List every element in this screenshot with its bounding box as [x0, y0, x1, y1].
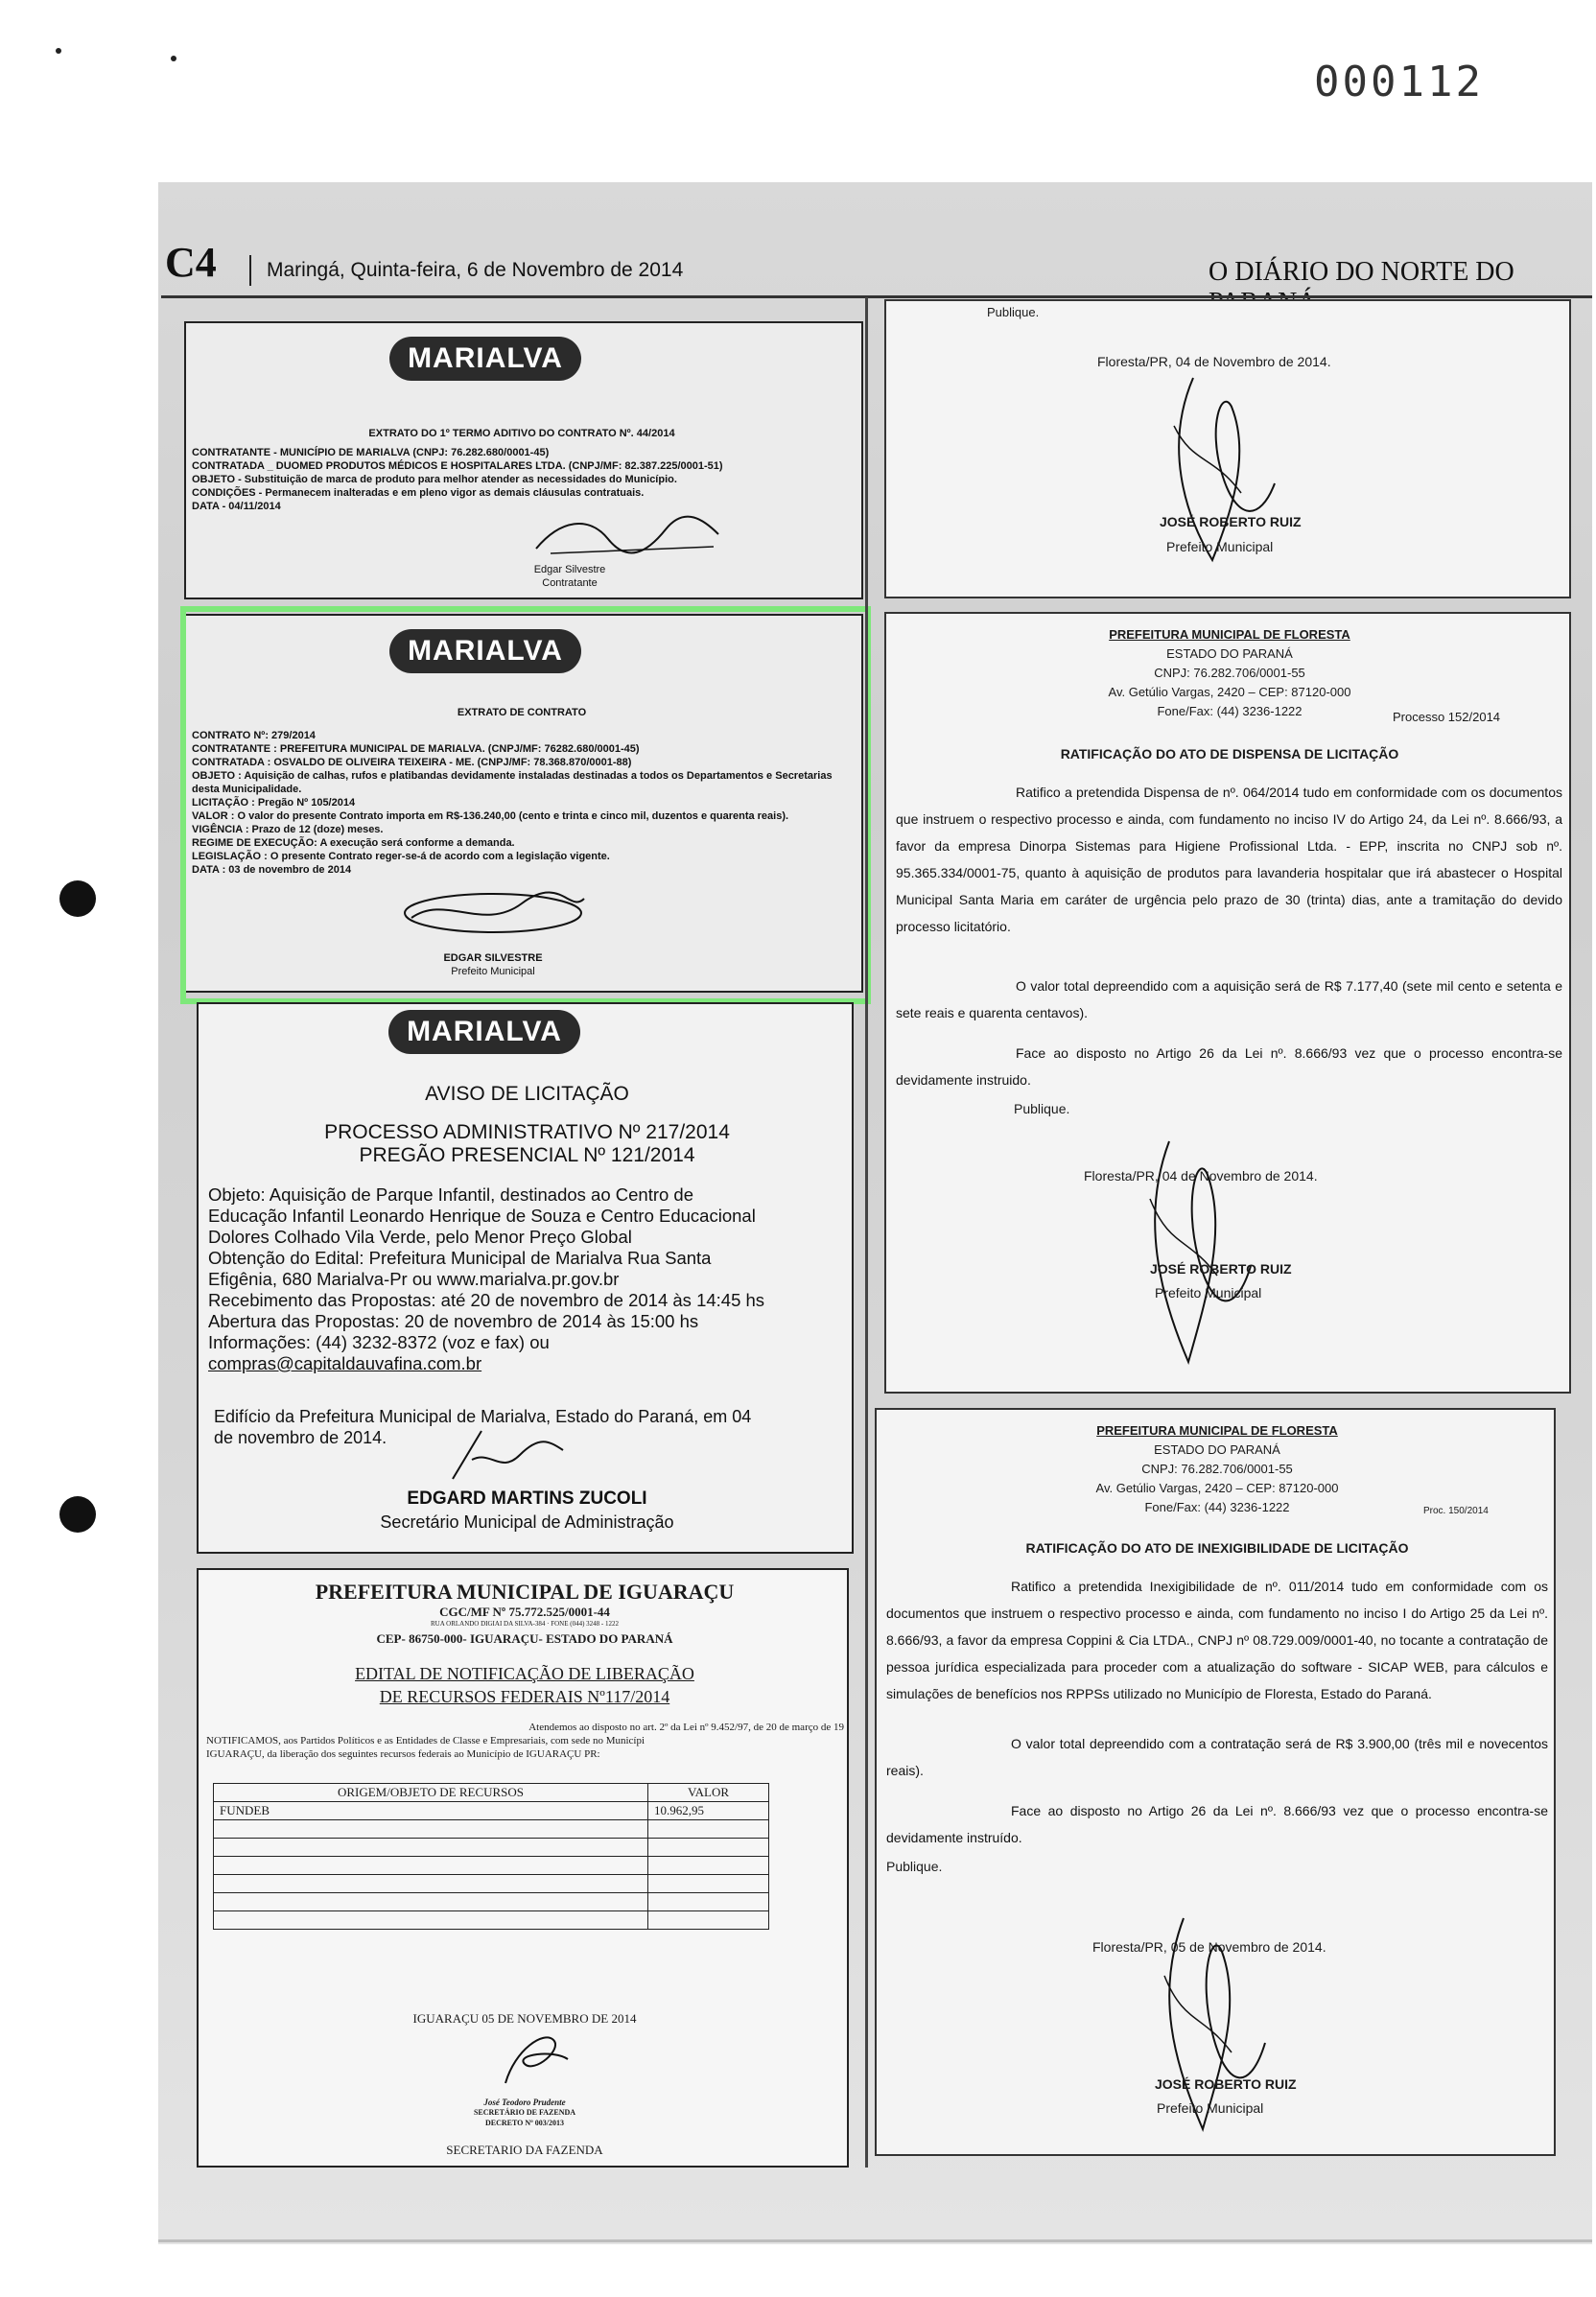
- signer-name: JOSÉ ROBERTO RUIZ: [1160, 514, 1302, 529]
- floresta-continuation: [884, 299, 1571, 598]
- marialva-logo: MARIALVA: [389, 629, 581, 673]
- ad-line: CONTRATANTE : PREFEITURA MUNICIPAL DE MARIALVA. (CNPJ/MF: 76282.680/0001-45): [192, 743, 640, 755]
- address-line: Av. Getúlio Vargas, 2420 – CEP: 87120-000: [1095, 1481, 1339, 1495]
- highlight-frame: [180, 606, 871, 1004]
- ad-line: CONTRATADA _ DUOMED PRODUTOS MÉDICOS E HOSPITALARES LTDA. (CNPJ/MF: 82.387.225/0001-51): [192, 460, 723, 472]
- notice-title: RATIFICAÇÃO DO ATO DE DISPENSA DE LICITAÇÃO: [1060, 746, 1399, 762]
- org-header: PREFEITURA MUNICIPAL DE FLORESTA: [1096, 1423, 1338, 1438]
- table-header-row: [214, 1784, 769, 1802]
- table-cell: [648, 1820, 769, 1839]
- aviso-line: Objeto: Aquisição de Parque Infantil, destinados ao Centro de: [208, 1184, 694, 1205]
- phone-line: Fone/Fax: (44) 3236-1222: [1157, 704, 1303, 718]
- iguaracu-edital-ad: [197, 1568, 849, 2168]
- signer-name: JOSÉ ROBERTO RUIZ: [1150, 1261, 1292, 1277]
- ad-line: CONTRATANTE - MUNICÍPIO DE MARIALVA (CNPJ: 76.282.680/0001-45): [192, 447, 550, 458]
- marialva-logo: MARIALVA: [389, 337, 581, 381]
- signer-role: SECRETÁRIO DE FAZENDA: [473, 2108, 576, 2117]
- signature-scribble: [531, 510, 723, 563]
- notice-paragraph: Face ao disposto no Artigo 26 da Lei nº. 8.666/93 vez que o processo encontra-se devidamente instruído.: [886, 1803, 1548, 1845]
- aviso-line: Dolores Colhado Vila Verde, pelo Menor Preço Global: [208, 1227, 632, 1247]
- table-row: [214, 1839, 769, 1857]
- state-line: ESTADO DO PARANÁ: [1166, 646, 1293, 661]
- column-header: VALOR: [648, 1784, 769, 1802]
- aviso-title: AVISO DE LICITAÇÃO: [425, 1083, 629, 1105]
- aviso-line: Abertura das Propostas: 20 de novembro de 2014 às 15:00 hs: [208, 1311, 699, 1331]
- signer-name: JOSÉ ROBERTO RUIZ: [1155, 2076, 1297, 2092]
- ad-line: OBJETO : Aquisição de calhas, rufos e platibandas devidamente instaladas destinadas a todos os Departamentos e Secretarias desta Municipalidade.: [192, 770, 833, 795]
- closing-line: de novembro de 2014.: [214, 1428, 387, 1447]
- cnpj-line: CNPJ: 76.282.706/0001-55: [1141, 1462, 1293, 1476]
- section-tag: C4: [165, 239, 217, 286]
- table-cell: [214, 1911, 648, 1930]
- signer-name: EDGARD MARTINS ZUCOLI: [407, 1488, 647, 1509]
- phone-line: Fone/Fax: (44) 3236-1222: [1144, 1500, 1290, 1514]
- table-cell: [648, 1911, 769, 1930]
- signature-scribble: [443, 1421, 568, 1488]
- aviso-body: [208, 1184, 853, 1374]
- table-cell: FUNDEB: [214, 1802, 648, 1820]
- table-row: [214, 1857, 769, 1875]
- publique-label: Publique.: [1014, 1101, 1070, 1116]
- ad-line: CONTRATADA : OSVALDO DE OLIVEIRA TEIXEIRA - ME. (CNPJ/MF: 78.368.870/0001-88): [192, 757, 632, 768]
- ad-line: OBJETO - Substituição de marca de produto para melhor atender as necessidades do Município.: [192, 474, 677, 485]
- page-number: 000112: [1314, 58, 1484, 106]
- ad-line: VALOR : O valor do presente Contrato importa em R$-136.240,00 (cento e trinta e cinco mil, duzentos e quarenta reais).: [192, 810, 789, 822]
- notice-paragraph: Face ao disposto no Artigo 26 da Lei nº. 8.666/93 vez que o processo encontra-se devidamente instruido.: [896, 1045, 1562, 1088]
- ad-title: EXTRATO DO 1º TERMO ADITIVO DO CONTRATO Nº. 44/2014: [368, 428, 675, 439]
- date-line: IGUARAÇU 05 DE NOVEMBRO DE 2014: [412, 2011, 637, 2026]
- edital-title: EDITAL DE NOTIFICAÇÃO DE LIBERAÇÃO: [355, 1664, 694, 1683]
- table-cell: [648, 1875, 769, 1893]
- signature-scribble: [1131, 1132, 1256, 1371]
- table-row: [214, 1911, 769, 1930]
- notice-text: NOTIFICAMOS, aos Partidos Políticos e as Entidades de Classe e Empresariais, com sede no Municípi: [206, 1735, 645, 1746]
- table-cell: [214, 1893, 648, 1911]
- aviso-line: Informações: (44) 3232-8372 (voz e fax) ou: [208, 1332, 550, 1352]
- ad-line: CONTRATO Nº: 279/2014: [192, 730, 316, 741]
- column-divider: [865, 297, 868, 2168]
- publique-label: Publique.: [987, 305, 1040, 319]
- table-cell: [648, 1857, 769, 1875]
- table-row: [214, 1875, 769, 1893]
- place-date: Floresta/PR, 05 de Novembro de 2014.: [1092, 1939, 1326, 1955]
- aviso-line: Efigênia, 680 Marialva-Pr ou www.marialva.pr.gov.br: [208, 1269, 620, 1289]
- notice-paragraph: Ratifico a pretendida Dispensa de nº. 064/2014 tudo em conformidade com os documentos que instruem o respectivo processo e ainda, com fundamento no inciso IV do Artigo 24, da Lei nº. 8.666/93, a favor da empresa Dinorpa Sistemas para Higiene Profissional Ltda. - EPP, inscrita no CNPJ sob nº. 95.365.334/0001-75, quanto à aquisição de produtos para lavanderia hospitalar que irá abastecer o Hospital Municipal Santa Maria em caráter de urgência pelo prazo de 30 (trinta) dias, ante a tramitação do devido processo licitatório.: [896, 785, 1562, 934]
- notice-paragraph: O valor total depreendido com a contratação será de R$ 3.900,00 (três mil e novecentos reais).: [886, 1736, 1548, 1778]
- recursos-table: [213, 1783, 769, 1930]
- edital-subtitle: DE RECURSOS FEDERAIS Nº117/2014: [379, 1687, 670, 1706]
- notice-text: IGUARAÇU, da liberação dos seguintes recursos federais ao Município de IGUARAÇU PR:: [206, 1748, 600, 1760]
- table-cell: [648, 1893, 769, 1911]
- email-link[interactable]: compras@capitaldauvafina.com.br: [208, 1353, 482, 1373]
- table-cell: [214, 1839, 648, 1857]
- signer-role: Prefeito Municipal: [1157, 2100, 1264, 2116]
- footer-line: SECRETARIO DA FAZENDA: [446, 2143, 603, 2157]
- closing-line: Edifício da Prefeitura Municipal de Marialva, Estado do Paraná, em 04: [214, 1407, 752, 1426]
- ad-line: REGIME DE EXECUÇÃO: A execução será conforme a demanda.: [192, 837, 515, 849]
- signer-role: Secretário Municipal de Administração: [380, 1512, 674, 1532]
- table-cell: [214, 1820, 648, 1839]
- newspaper-name: O DIÁRIO DO NORTE DO: [1209, 257, 1514, 287]
- ad-line: LEGISLAÇÃO : O presente Contrato reger-se-á de acordo com a legislação vigente.: [192, 851, 610, 862]
- address-line: Av. Getúlio Vargas, 2420 – CEP: 87120-000: [1108, 685, 1351, 699]
- address-line: RUA ORLANDO DIGIAI DA SILVA-384 · FONE (044) 3248 - 1222: [431, 1620, 619, 1628]
- notice-title: RATIFICAÇÃO DO ATO DE INEXIGIBILIDADE DE LICITAÇÃO: [1025, 1540, 1409, 1556]
- table-cell: 10.962,95: [648, 1802, 769, 1820]
- place-date: Floresta/PR, 04 de Novembro de 2014.: [1084, 1168, 1318, 1184]
- table-row: [214, 1893, 769, 1911]
- org-header: PREFEITURA MUNICIPAL DE FLORESTA: [1109, 627, 1350, 642]
- floresta-inexigibilidade-notice: [875, 1408, 1556, 2156]
- binder-hole: [59, 880, 96, 917]
- scan-edge: [158, 2239, 1592, 2242]
- ad-line: DATA : 03 de novembro de 2014: [192, 864, 352, 876]
- masthead-rule: [161, 295, 1592, 298]
- speck-mark: [56, 48, 61, 54]
- marialva-aditivo-ad: [184, 321, 863, 599]
- table-cell: [214, 1875, 648, 1893]
- signer-role: Contratante: [542, 577, 598, 589]
- signer-name: EDGAR SILVESTRE: [443, 952, 543, 964]
- signer-name: Edgar Silvestre: [533, 564, 606, 575]
- column-header: ORIGEM/OBJETO DE RECURSOS: [214, 1784, 648, 1802]
- ad-line: LICITAÇÃO : Pregão Nº 105/2014: [192, 797, 356, 809]
- ad-body: [192, 446, 854, 513]
- state-line: ESTADO DO PARANÁ: [1154, 1442, 1280, 1457]
- table-cell: [214, 1857, 648, 1875]
- notice-paragraph: Ratifico a pretendida Inexigibilidade de nº. 011/2014 tudo em conformidade com os documentos que instruem o respectivo processo e ainda, com fundamento no inciso I do Artigo 25 da Lei nº. 8.666/93, a favor da empresa Coppini & Cia LTDA., CNPJ nº 08.729.009/0001-40, no tocante a contratação de pessoa jurídica especializada para proceder com a atualização do software - SICAP WEB, para cálculos e simulações de benefícios nos RPPSs utilizado no Município de Floresta, Estado do Paraná.: [886, 1579, 1548, 1701]
- cnpj-line: CGC/MF Nº 75.772.525/0001-44: [439, 1605, 610, 1619]
- notice-paragraph: O valor total depreendido com a aquisição será de R$ 7.177,40 (sete mil cento e setenta e sete reais e quarenta centavos).: [896, 978, 1562, 1020]
- table-row: [214, 1802, 769, 1820]
- publique-label: Publique.: [886, 1859, 943, 1874]
- signer-name: José Teodoro Prudente: [483, 2098, 566, 2107]
- pregao-line: PREGÃO PRESENCIAL Nº 121/2014: [359, 1144, 695, 1166]
- cnpj-line: CNPJ: 76.282.706/0001-55: [1154, 666, 1305, 680]
- masthead-divider: [249, 255, 251, 286]
- binder-hole: [59, 1496, 96, 1533]
- aviso-line: Obtenção do Edital: Prefeitura Municipal de Marialva Rua Santa: [208, 1248, 712, 1268]
- signer-role: Prefeito Municipal: [1155, 1285, 1262, 1301]
- place-date: Floresta/PR, 04 de Novembro de 2014.: [1097, 354, 1331, 369]
- processo-line: PROCESSO ADMINISTRATIVO Nº 217/2014: [324, 1121, 730, 1143]
- ad-line: CONDIÇÕES - Permanecem inalteradas e em pleno vigor as demais cláusulas contratuais.: [192, 487, 645, 499]
- signature-scribble: [486, 2021, 573, 2088]
- marialva-aviso-ad: [197, 1002, 854, 1554]
- table-cell: [648, 1839, 769, 1857]
- signer-role: Prefeito Municipal: [451, 966, 535, 977]
- cep-line: CEP- 86750-000- IGUARAÇU- ESTADO DO PARANÁ: [376, 1631, 673, 1646]
- processo-number: Proc. 150/2014: [1423, 1506, 1489, 1516]
- ad-line: DATA - 04/11/2014: [192, 501, 281, 512]
- ad-line: VIGÊNCIA : Prazo de 12 (doze) meses.: [192, 824, 384, 835]
- floresta-dispensa-notice: [884, 612, 1571, 1394]
- marialva-logo: MARIALVA: [388, 1010, 580, 1054]
- notice-text: Atendemos ao disposto no art. 2º da Lei nº 9.452/97, de 20 de março de 19: [528, 1722, 844, 1733]
- decree-line: DECRETO Nº 003/2013: [484, 2119, 565, 2127]
- speck-mark: [171, 56, 176, 61]
- signer-role: Prefeito Municipal: [1166, 539, 1274, 554]
- processo-number: Processo 152/2014: [1393, 710, 1501, 724]
- ad-title: PREFEITURA MUNICIPAL DE IGUARAÇU: [315, 1580, 735, 1604]
- aviso-line: Recebimento das Propostas: até 20 de novembro de 2014 às 14:45 hs: [208, 1290, 765, 1310]
- edition-date: Maringá, Quinta-feira, 6 de Novembro de 2014: [267, 259, 684, 281]
- ad-title: EXTRATO DE CONTRATO: [457, 707, 587, 718]
- aviso-line: Educação Infantil Leonardo Henrique de Souza e Centro Educacional: [208, 1206, 756, 1226]
- table-row: [214, 1820, 769, 1839]
